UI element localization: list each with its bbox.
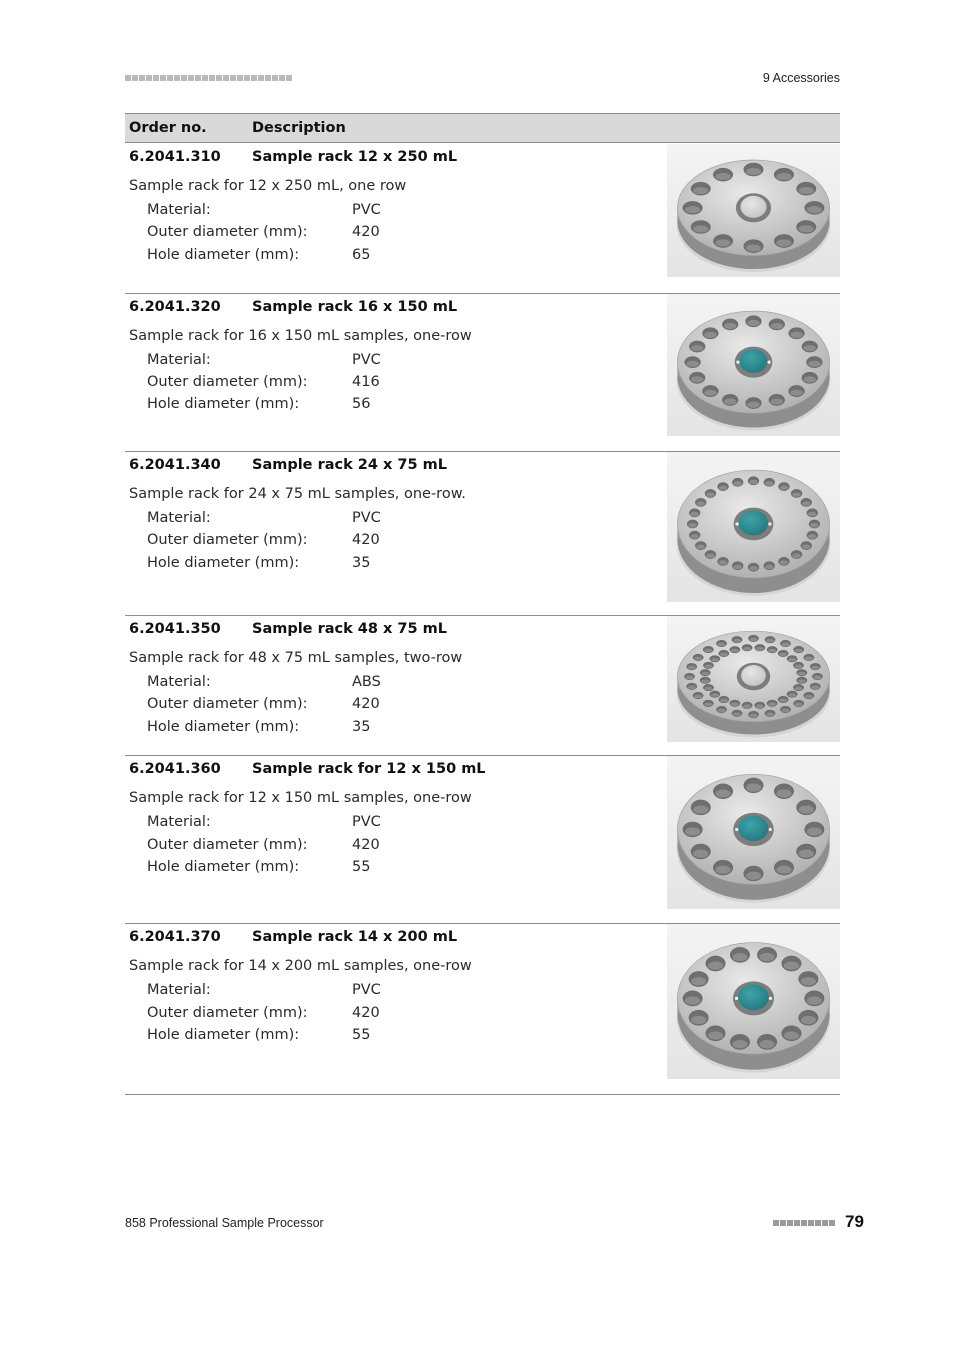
- order-number: 6.2041.360: [129, 761, 221, 777]
- rack-hole-bottom: [795, 703, 803, 707]
- rack-hole-bottom: [731, 649, 739, 653]
- hole-diameter-label: Hole diameter (mm):: [147, 555, 300, 571]
- rack-hole-bottom: [776, 789, 791, 797]
- rack-hole-bottom: [688, 686, 696, 690]
- rack-center-knob: [741, 665, 766, 686]
- rack-hole-bottom: [733, 565, 741, 570]
- table-row: [125, 143, 840, 294]
- rack-hole-bottom: [808, 512, 816, 517]
- rack-hole-bottom: [768, 649, 776, 653]
- hole-diameter-label: Hole diameter (mm):: [147, 247, 300, 263]
- rack-pin: [769, 828, 772, 831]
- hole-diameter-value: 35: [352, 719, 371, 735]
- rack-hole-bottom: [808, 534, 816, 539]
- rack-hole-bottom: [790, 332, 802, 338]
- rack-hole-bottom: [771, 323, 783, 329]
- column-header-order-no: Order no.: [129, 120, 207, 136]
- item-title: Sample rack 16 x 150 mL: [252, 299, 458, 315]
- table-row: [125, 293, 840, 452]
- rack-hole-bottom: [776, 173, 791, 180]
- material-value: PVC: [352, 510, 381, 526]
- rack-hole-bottom: [685, 996, 700, 1004]
- table-row: [125, 923, 840, 1095]
- rack-hole-bottom: [743, 647, 751, 651]
- rack-pin: [767, 361, 770, 364]
- outer-diameter-label: Outer diameter (mm):: [147, 532, 308, 548]
- rack-hole-bottom: [747, 402, 759, 408]
- accessories-table: [125, 113, 840, 1043]
- hole-diameter-label: Hole diameter (mm):: [147, 719, 300, 735]
- material-label: Material:: [147, 202, 211, 218]
- rack-hole-bottom: [731, 702, 739, 706]
- rack-hole-bottom: [711, 693, 719, 697]
- rack-hole-bottom: [746, 783, 761, 791]
- rack-hole-bottom: [807, 828, 822, 836]
- outer-diameter-label: Outer diameter (mm):: [147, 837, 308, 853]
- outer-diameter-label: Outer diameter (mm):: [147, 1005, 308, 1021]
- rack-hole-bottom: [788, 658, 796, 662]
- order-number: 6.2041.320: [129, 299, 221, 315]
- rack-hole-bottom: [747, 320, 759, 326]
- table-header: [125, 113, 840, 143]
- rack-hole-bottom: [811, 686, 819, 690]
- rack-hole-bottom: [685, 828, 700, 836]
- outer-diameter-label: Outer diameter (mm):: [147, 374, 308, 390]
- rack-hole-bottom: [733, 639, 741, 643]
- rack-hole-bottom: [766, 712, 774, 716]
- rack-hole-bottom: [688, 666, 696, 670]
- page-number: 79: [845, 1212, 864, 1231]
- rack-hole-bottom: [693, 805, 708, 813]
- rack-hole-bottom: [743, 704, 751, 708]
- sample-rack-photo: [667, 924, 840, 1079]
- rack-hole-bottom: [720, 699, 728, 703]
- material-value: ABS: [352, 674, 381, 690]
- material-label: Material:: [147, 674, 211, 690]
- rack-center-knob: [739, 816, 769, 841]
- header-decoration: [125, 75, 292, 81]
- rack-hole-bottom: [733, 481, 741, 486]
- order-number: 6.2041.350: [129, 621, 221, 637]
- material-value: PVC: [352, 352, 381, 368]
- rack-hole-bottom: [810, 523, 818, 528]
- item-title: Sample rack 14 x 200 mL: [252, 929, 458, 945]
- rack-hole-bottom: [771, 398, 783, 404]
- rack-hole-bottom: [799, 850, 814, 858]
- sample-rack-photo: [667, 756, 840, 909]
- order-number: 6.2041.370: [129, 929, 221, 945]
- outer-diameter-value: 420: [352, 224, 380, 240]
- item-description: Sample rack for 48 x 75 mL samples, two-row: [129, 650, 463, 666]
- rack-hole-bottom: [781, 643, 789, 647]
- rack-hole-bottom: [808, 361, 820, 367]
- rack-pin: [735, 997, 738, 1000]
- rack-center-knob: [740, 196, 766, 218]
- rack-hole-bottom: [719, 560, 727, 565]
- rack-hole-bottom: [798, 679, 806, 683]
- rack-hole-bottom: [776, 239, 791, 246]
- rack-hole-bottom: [690, 534, 698, 539]
- item-title: Sample rack 24 x 75 mL: [252, 457, 447, 473]
- hole-diameter-label: Hole diameter (mm):: [147, 396, 300, 412]
- rack-hole-bottom: [706, 553, 714, 558]
- rack-hole-bottom: [746, 872, 761, 880]
- rack-hole-bottom: [691, 1016, 706, 1024]
- rack-hole-bottom: [691, 376, 703, 382]
- rack-hole-bottom: [756, 647, 764, 651]
- order-number: 6.2041.310: [129, 149, 221, 165]
- item-description: Sample rack for 24 x 75 mL samples, one-row.: [129, 486, 466, 502]
- hole-diameter-value: 55: [352, 1027, 371, 1043]
- rack-hole-bottom: [718, 709, 726, 713]
- hole-diameter-label: Hole diameter (mm):: [147, 859, 300, 875]
- rack-hole-bottom: [724, 323, 736, 329]
- rack-hole-bottom: [711, 658, 719, 662]
- item-description: Sample rack for 14 x 200 mL samples, one-row: [129, 958, 472, 974]
- rack-hole-bottom: [718, 643, 726, 647]
- rack-hole-bottom: [765, 481, 773, 486]
- rack-hole-bottom: [765, 565, 773, 570]
- rack-hole-bottom: [691, 345, 703, 351]
- rack-hole-bottom: [694, 695, 702, 699]
- rack-hole-bottom: [768, 702, 776, 706]
- rack-pin: [735, 828, 738, 831]
- rack-pin: [736, 361, 739, 364]
- rack-hole-bottom: [746, 244, 761, 251]
- rack-hole-bottom: [706, 492, 714, 497]
- outer-diameter-value: 420: [352, 532, 380, 548]
- rack-hole-bottom: [780, 486, 788, 491]
- order-number: 6.2041.340: [129, 457, 221, 473]
- rack-hole-bottom: [701, 679, 709, 683]
- material-value: PVC: [352, 202, 381, 218]
- rack-hole-bottom: [766, 639, 774, 643]
- rack-hole-bottom: [794, 687, 802, 691]
- material-label: Material:: [147, 352, 211, 368]
- rack-hole-bottom: [811, 666, 819, 670]
- rack-hole-bottom: [704, 687, 712, 691]
- rack-hole-bottom: [716, 866, 731, 874]
- rack-hole-bottom: [788, 693, 796, 697]
- item-title: Sample rack for 12 x 150 mL: [252, 761, 486, 777]
- rack-hole-bottom: [708, 1031, 723, 1039]
- item-description: Sample rack for 12 x 150 mL samples, one-row: [129, 790, 472, 806]
- material-value: PVC: [352, 814, 381, 830]
- outer-diameter-value: 420: [352, 1005, 380, 1021]
- rack-hole-bottom: [704, 390, 716, 396]
- rack-hole-bottom: [693, 225, 708, 232]
- rack-hole-bottom: [693, 850, 708, 858]
- rack-hole-bottom: [784, 962, 799, 970]
- rack-hole-bottom: [799, 225, 814, 232]
- hole-diameter-value: 35: [352, 555, 371, 571]
- rack-center-knob: [739, 511, 768, 536]
- rack-hole-bottom: [732, 953, 747, 961]
- rack-hole-bottom: [801, 1016, 816, 1024]
- rack-pin: [769, 997, 772, 1000]
- rack-hole-bottom: [694, 657, 702, 661]
- rack-hole-bottom: [732, 1040, 747, 1048]
- rack-hole-bottom: [720, 653, 728, 657]
- sample-rack-photo: [667, 616, 840, 742]
- rack-hole-bottom: [733, 712, 741, 716]
- footer-decoration: [773, 1220, 835, 1226]
- rack-center-knob: [740, 349, 768, 373]
- rack-hole-bottom: [792, 492, 800, 497]
- rack-hole-bottom: [802, 545, 810, 550]
- rack-hole-bottom: [690, 512, 698, 517]
- rack-hole-bottom: [807, 206, 822, 213]
- rack-hole-bottom: [688, 523, 696, 528]
- rack-hole-bottom: [716, 173, 731, 180]
- sample-rack-photo: [667, 294, 840, 436]
- material-value: PVC: [352, 982, 381, 998]
- column-header-description: Description: [252, 120, 346, 136]
- outer-diameter-value: 420: [352, 696, 380, 712]
- rack-hole-bottom: [724, 398, 736, 404]
- rack-hole-bottom: [779, 653, 787, 657]
- item-description: Sample rack for 12 x 250 mL, one row: [129, 178, 407, 194]
- rack-hole-bottom: [749, 480, 757, 485]
- sample-rack-photo: [667, 144, 840, 277]
- rack-hole-bottom: [746, 168, 761, 175]
- rack-hole-bottom: [704, 649, 712, 653]
- rack-hole-bottom: [804, 376, 816, 382]
- sample-rack-photo: [667, 452, 840, 602]
- rack-hole-bottom: [697, 545, 705, 550]
- rack-pin: [735, 522, 738, 525]
- rack-hole-bottom: [701, 672, 709, 676]
- rack-hole-bottom: [749, 714, 757, 718]
- rack-hole-bottom: [801, 977, 816, 985]
- rack-hole-bottom: [805, 657, 813, 661]
- hole-diameter-value: 56: [352, 396, 371, 412]
- item-description: Sample rack for 16 x 150 mL samples, one-row: [129, 328, 472, 344]
- rack-hole-bottom: [805, 695, 813, 699]
- rack-hole-bottom: [686, 676, 694, 680]
- rack-hole-bottom: [749, 566, 757, 571]
- rack-center-knob: [738, 985, 768, 1011]
- rack-hole-bottom: [704, 332, 716, 338]
- material-label: Material:: [147, 814, 211, 830]
- rack-hole-bottom: [784, 1031, 799, 1039]
- rack-hole-bottom: [719, 486, 727, 491]
- rack-hole-bottom: [691, 977, 706, 985]
- table-row: [125, 615, 840, 756]
- rack-hole-bottom: [697, 501, 705, 506]
- rack-hole-bottom: [804, 345, 816, 351]
- hole-diameter-value: 55: [352, 859, 371, 875]
- outer-diameter-label: Outer diameter (mm):: [147, 224, 308, 240]
- rack-hole-bottom: [799, 187, 814, 194]
- table-row: [125, 755, 840, 924]
- rack-hole-bottom: [708, 962, 723, 970]
- rack-hole-bottom: [686, 361, 698, 367]
- rack-hole-bottom: [792, 553, 800, 558]
- outer-diameter-label: Outer diameter (mm):: [147, 696, 308, 712]
- rack-hole-bottom: [780, 560, 788, 565]
- rack-hole-bottom: [813, 676, 821, 680]
- rack-hole-bottom: [776, 866, 791, 874]
- rack-hole-bottom: [716, 239, 731, 246]
- rack-hole-bottom: [716, 789, 731, 797]
- material-label: Material:: [147, 510, 211, 526]
- rack-hole-bottom: [759, 953, 774, 961]
- rack-hole-bottom: [799, 805, 814, 813]
- rack-hole-bottom: [704, 703, 712, 707]
- rack-hole-bottom: [781, 709, 789, 713]
- hole-diameter-value: 65: [352, 247, 371, 263]
- item-title: Sample rack 48 x 75 mL: [252, 621, 447, 637]
- rack-pin: [768, 522, 771, 525]
- outer-diameter-value: 420: [352, 837, 380, 853]
- rack-hole-bottom: [756, 704, 764, 708]
- section-title: 9 Accessories: [762, 71, 840, 85]
- material-label: Material:: [147, 982, 211, 998]
- rack-hole-bottom: [795, 649, 803, 653]
- rack-hole-bottom: [779, 699, 787, 703]
- rack-hole-bottom: [807, 996, 822, 1004]
- rack-hole-bottom: [685, 206, 700, 213]
- rack-hole-bottom: [802, 501, 810, 506]
- rack-hole-bottom: [798, 672, 806, 676]
- rack-hole-bottom: [794, 665, 802, 669]
- item-title: Sample rack 12 x 250 mL: [252, 149, 458, 165]
- rack-hole-bottom: [704, 665, 712, 669]
- product-name: 858 Professional Sample Processor: [125, 1216, 324, 1230]
- rack-hole-bottom: [759, 1040, 774, 1048]
- rack-hole-bottom: [790, 390, 802, 396]
- rack-hole-bottom: [693, 187, 708, 194]
- hole-diameter-label: Hole diameter (mm):: [147, 1027, 300, 1043]
- table-row: [125, 451, 840, 616]
- rack-hole-bottom: [749, 638, 757, 642]
- outer-diameter-value: 416: [352, 374, 380, 390]
